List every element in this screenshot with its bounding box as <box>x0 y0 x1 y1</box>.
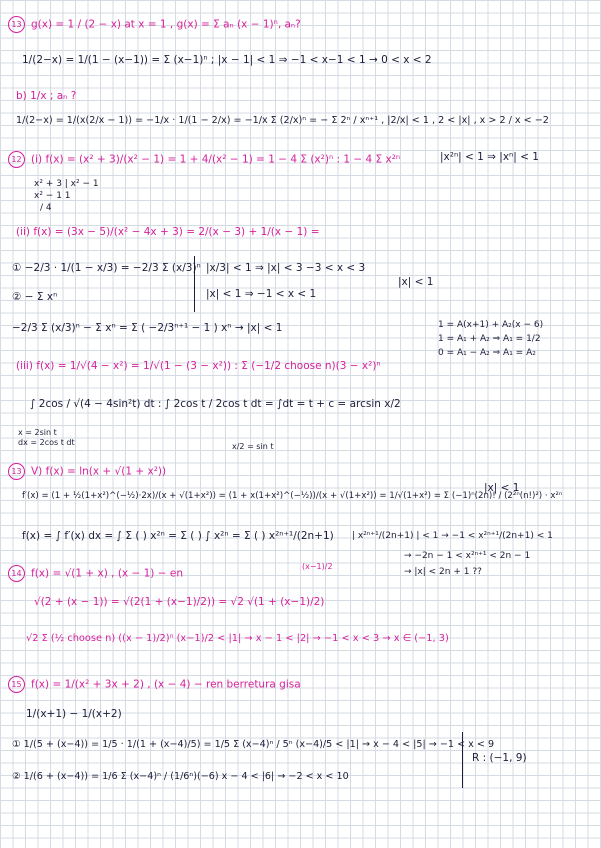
condition-bracket <box>194 256 195 312</box>
part-ii-term-b: ② − Σ xⁿ <box>12 291 58 303</box>
problem-number-badge: 12 <box>8 151 25 168</box>
problem-15-term-a: ① 1/(5 + (x−4)) = 1/5 · 1/(1 + (x−4)/5) = 1/5 Σ (x−4)ⁿ / 5ⁿ (x−4)/5 < |1| → x − 4 < |5| → −1 < x < 9 <box>12 739 495 750</box>
problem-14-statement: f(x) = √(1 + x) , (x − 1) − en <box>31 567 183 580</box>
part-ii-intersection: |x| < 1 <box>398 276 434 288</box>
problem-12-i-condition: |x²ⁿ| < 1 ⇒ |xⁿ| < 1 <box>440 151 539 163</box>
partial-fraction-line-1: 1 = A(x+1) + A₂(x − 6) <box>438 320 544 330</box>
part-ii-term-a: ① −2/3 · 1/(1 − x/3) = −2/3 Σ (x/3)ⁿ <box>12 262 201 274</box>
problem-number-badge: 15 <box>8 676 25 693</box>
problem-number-badge: 13 <box>8 463 25 480</box>
problem-15-term-b: ② 1/(6 + (x−4)) = 1/6 Σ (x−4)ⁿ / (1/6ⁿ)(−6) x − 4 < |6| → −2 < x < 10 <box>12 771 349 782</box>
partial-fraction-line-2: 1 = A₁ + A₂ ⇒ A₁ = 1/2 <box>438 334 541 344</box>
problem-13-v-heading <box>8 463 166 480</box>
problem-15-statement: f(x) = 1/(x² + 3x + 2) , (x − 4) − ren berretura gisa <box>31 678 301 691</box>
problem-number-badge: 14 <box>8 565 25 582</box>
result-bracket <box>462 732 463 788</box>
problem-15-heading <box>8 676 301 693</box>
radius-condition: |x| < 1 <box>484 482 520 494</box>
long-division-line-1: x² + 3 | x² − 1 <box>34 179 99 189</box>
partial-fraction-line-3: 0 = A₁ − A₂ ⇒ A₁ = A₂ <box>438 348 536 358</box>
problem-15-result: R : (−1, 9) <box>472 752 527 764</box>
problem-14-rewrite: √(2 + (x − 1)) = √(2(1 + (x−1)/2)) = √2 √(1 + (x−1)/2) <box>34 596 325 608</box>
problem-13b-line: 1/(2−x) = 1/(x(2/x − 1)) = −1/x · 1/(1 − 2/x) = −1/x Σ (2/x)ⁿ = − Σ 2ⁿ / xⁿ⁺¹ , |2/x| < 1 , 2 < |x| , x > 2 / x < −2 <box>16 115 549 126</box>
long-division-line-2: x² − 1 1 <box>34 191 71 201</box>
part-ii-combined-sum: −2/3 Σ (x/3)ⁿ − Σ xⁿ = Σ ( −2/3ⁿ⁺¹ − 1 ) xⁿ → |x| < 1 <box>12 322 283 334</box>
substitution-note: x/2 = sin t <box>232 442 274 451</box>
problem-14-heading <box>8 565 183 582</box>
integration-line: f(x) = ∫ f′(x) dx = ∫ Σ ( ) x²ⁿ = Σ ( ) ∫ x²ⁿ = Σ ( ) x²ⁿ⁺¹/(2n+1) <box>22 530 334 542</box>
problem-13-v-statement: V) f(x) = ln(x + √(1 + x²)) <box>31 465 167 478</box>
substitution-2: dx = 2cos t dt <box>18 438 75 447</box>
derivative-line: f′(x) = (1 + ½(1+x²)^(−½)·2x)/(x + √(1+x²)) = (1 + x(1+x²)^(−½))/(x + √(1+x²)) = 1/√(1+x²) = Σ (−1)ⁿ(2n)! / (2²ⁿ(n!)²) · x²ⁿ <box>22 491 563 501</box>
substitution-1: x = 2sin t <box>18 428 57 437</box>
convergence-line-3: → |x| < 2n + 1 ?? <box>404 567 482 577</box>
convergence-line-1: | x²ⁿ⁺¹/(2n+1) | < 1 → −1 < x²ⁿ⁺¹/(2n+1) < 1 <box>352 531 553 541</box>
problem-13-line-1: 1/(2−x) = 1/(1 − (x−1)) = Σ (x−1)ⁿ ; |x − 1| < 1 ⇒ −1 < x−1 < 1 → 0 < x < 2 <box>22 54 432 66</box>
part-iii-integral: ∫ 2cos / √(4 − 4sin²t) dt : ∫ 2cos t / 2cos t dt = ∫dt = t + c = arcsin x/2 <box>30 398 401 410</box>
part-ii-condition-1: |x/3| < 1 ⇒ |x| < 3 −3 < x < 3 <box>206 262 366 274</box>
problem-13b-label: b) 1/x ; aₙ ? <box>16 90 77 102</box>
problem-12-heading <box>8 151 400 168</box>
convergence-line-2: → −2n − 1 < x²ⁿ⁺¹ < 2n − 1 <box>404 551 531 561</box>
part-ii-condition-2: |x| < 1 ⇒ −1 < x < 1 <box>206 288 317 300</box>
problem-12-part-iii: (iii) f(x) = 1/√(4 − x²) = 1/√(1 − (3 − x²)) : Σ (−1/2 choose n)(3 − x²)ⁿ <box>16 360 381 372</box>
problem-number-badge: 13 <box>8 16 25 33</box>
problem-14-series: √2 Σ (½ choose n) ((x − 1)/2)ⁿ (x−1)/2 < |1| → x − 1 < |2| → −1 < x < 3 → x ∈ (−1, 3) <box>26 633 449 644</box>
problem-12-part-i: (i) f(x) = (x² + 3)/(x² − 1) = 1 + 4/(x² − 1) = 1 − 4 Σ (x²)ⁿ : 1 − 4 Σ x²ⁿ <box>31 153 401 166</box>
problem-13-heading <box>8 16 301 33</box>
problem-13-statement: g(x) = 1 / (2 − x) at x = 1 , g(x) = Σ aₙ (x − 1)ⁿ, aₙ? <box>31 18 301 31</box>
problem-14-side-note: (x−1)/2 <box>302 562 333 571</box>
problem-12-part-ii: (ii) f(x) = (3x − 5)/(x² − 4x + 3) = 2/(x − 3) + 1/(x − 1) = <box>16 226 320 238</box>
problem-15-split: 1/(x+1) − 1/(x+2) <box>26 708 122 720</box>
long-division-line-3: / 4 <box>40 203 52 213</box>
